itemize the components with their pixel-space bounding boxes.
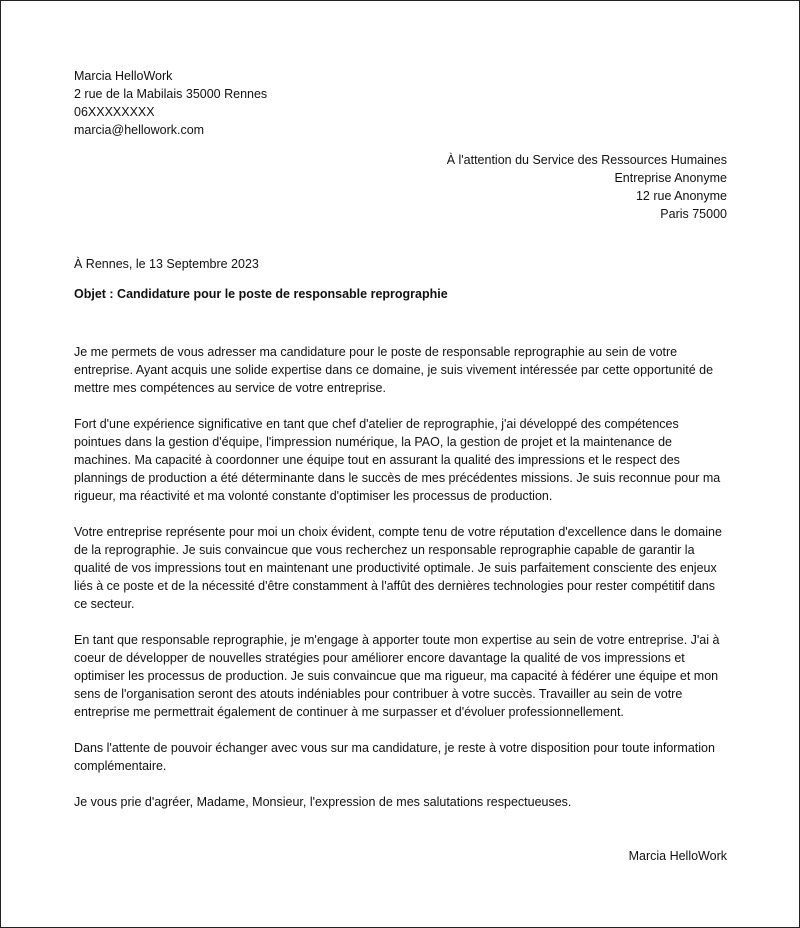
signature: Marcia HelloWork [628, 849, 727, 863]
sender-email: marcia@hellowork.com [74, 123, 205, 137]
body-paragraph-5: Dans l'attente de pouvoir échanger avec vous sur ma candidature, je reste à votre disposition pour toute information complémentaire. [74, 741, 715, 773]
recipient-street: 12 rue Anonyme [635, 189, 727, 203]
date-line: À Rennes, le 13 Septembre 2023 [74, 257, 259, 271]
sender-name: Marcia HelloWork [74, 69, 173, 83]
recipient-attention: À l'attention du Service des Ressources Humaines [446, 153, 727, 167]
body-paragraph-3: Votre entreprise représente pour moi un choix évident, compte tenu de votre réputation d'excellence dans le domaine de la reprographie. Je suis convaincue que vous recherchez un responsable reprographie capable de garantir la qualité de vos impressions tout en maintenant une productivité optimale. Je suis parfaitement consciente des enjeux liés à ce poste et de la nécessité d'être constamment à l'affût des dernières technologies pour rester compétitif dans ce secteur. [74, 525, 722, 611]
recipient-city: Paris 75000 [660, 207, 727, 221]
sender-address: 2 rue de la Mabilais 35000 Rennes [74, 87, 268, 101]
body-paragraph-1: Je me permets de vous adresser ma candidature pour le poste de responsable reprographie au sein de votre entreprise. Ayant acquis une solide expertise dans ce domaine, je suis vivement intéressée par cette opportunité de mettre mes compétences au service de votre entreprise. [74, 345, 714, 395]
sender-block [74, 67, 267, 139]
closing-paragraph: Je vous prie d'agréer, Madame, Monsieur, l'expression de mes salutations respectueuses. [74, 795, 572, 809]
sender-phone: 06XXXXXXXX [74, 105, 155, 119]
subject-line: Objet : Candidature pour le poste de responsable reprographie [74, 287, 448, 301]
letter-body [74, 343, 728, 829]
body-paragraph-2: Fort d'une expérience significative en tant que chef d'atelier de reprographie, j'ai développé des compétences pointues dans la gestion d'équipe, l'impression numérique, la PAO, la gestion de projet et la maintenance de machines. Ma capacité à coordonner une équipe tout en assurant la qualité des impressions et le respect des plannings de production a été déterminante dans le succès de mes précédentes missions. Je suis reconnue pour ma rigueur, ma réactivité et ma volonté constante d'optimiser les processus de production. [74, 417, 721, 503]
recipient-company: Entreprise Anonyme [614, 171, 727, 185]
recipient-block [447, 151, 727, 223]
body-paragraph-4: En tant que responsable reprographie, je m'engage à apporter toute mon expertise au sein de votre entreprise. J'ai à coeur de développer de nouvelles stratégies pour améliorer encore davantage la qualité de vos impressions et optimiser les processus de production. Je suis convaincue que ma rigueur, ma capacité à fédérer une équipe et mon sens de l'organisation seront des atouts indéniables pour contribuer à votre succès. Travailler au sein de votre entreprise me permettrait également de continuer à me surpasser et d'évoluer professionnellement. [74, 633, 720, 719]
